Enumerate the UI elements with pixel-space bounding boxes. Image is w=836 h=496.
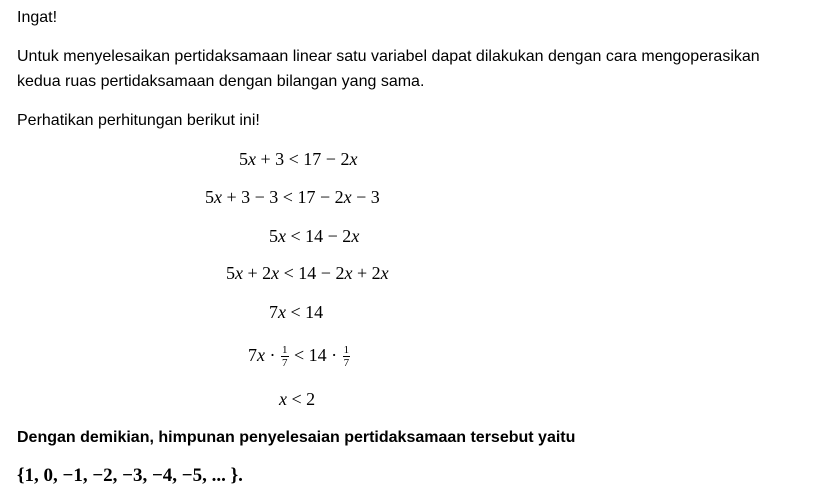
paragraph-2: Perhatikan perhitungan berikut ini! bbox=[17, 112, 260, 129]
math-step-6: 7x · $\frac{1}{7}$ < 14 · $\frac{1}{7}$ bbox=[248, 344, 350, 370]
solution-set: {1, 0, −1, −2, −3, −4, −5, ... }. bbox=[17, 465, 243, 486]
conclusion-text: Dengan demikian, himpunan penyelesaian pertidaksamaan tersebut yaitu bbox=[17, 429, 576, 446]
paragraph-line-1: Untuk menyelesaikan pertidaksamaan linear satu variabel dapat dilakukan dengan cara mengoperasikan bbox=[17, 48, 760, 65]
paragraph-line-2: kedua ruas pertidaksamaan dengan bilangan yang sama. bbox=[17, 73, 425, 90]
math-step-1: 5x + 3 < 17 − 2x bbox=[239, 149, 358, 169]
heading: Ingat! bbox=[17, 9, 58, 26]
math-step-3: 5x < 14 − 2x bbox=[269, 226, 360, 246]
fraction-one-seventh-left: $\frac{1}{7}$ bbox=[282, 344, 288, 370]
math-step-2: 5x + 3 − 3 < 17 − 2x − 3 bbox=[205, 187, 380, 207]
math-step-5: 7x < 14 bbox=[269, 302, 324, 322]
math-step-7: x < 2 bbox=[279, 389, 316, 409]
fraction-one-seventh-right: $\frac{1}{7}$ bbox=[343, 344, 350, 370]
math-step-4: 5x + 2x < 14 − 2x + 2x bbox=[226, 263, 389, 283]
